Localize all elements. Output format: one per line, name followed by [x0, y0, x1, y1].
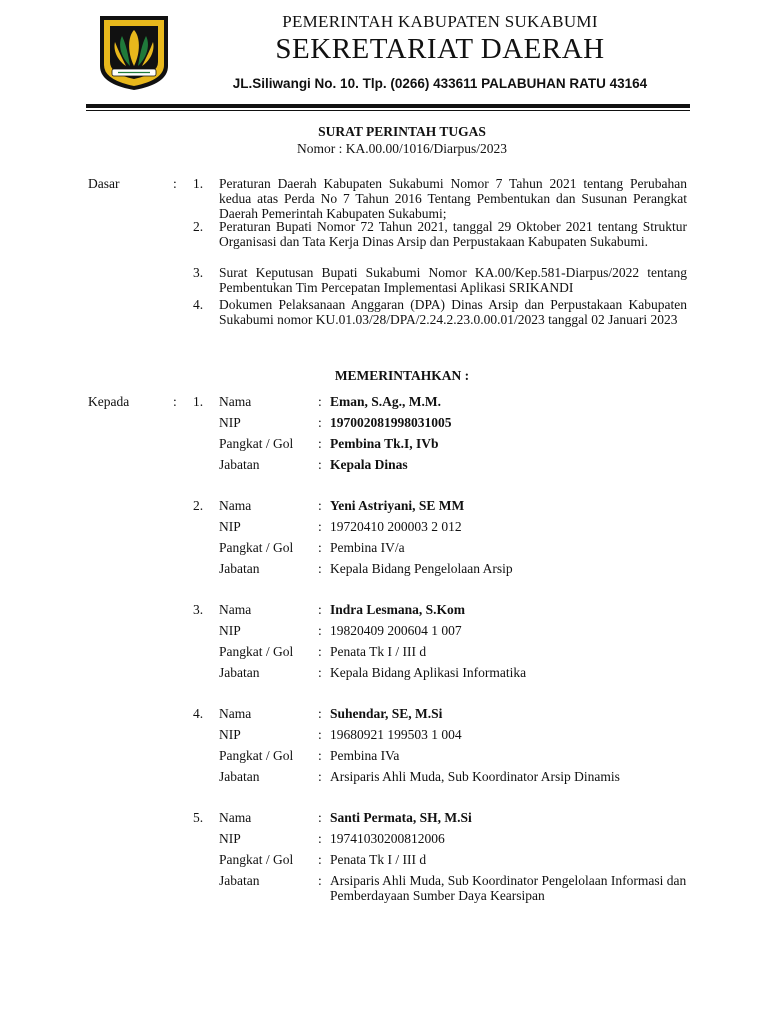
kepada-label: Kepada — [88, 394, 130, 409]
field-label-jabatan: Jabatan — [219, 769, 260, 784]
field-colon: : — [318, 561, 322, 576]
field-label-pangkat: Pangkat / Gol — [219, 852, 294, 867]
person-position: Kepala Dinas — [330, 457, 408, 472]
person-number: 5. — [193, 810, 204, 825]
field-colon: : — [318, 540, 322, 555]
person-rank: Pembina IV/a — [330, 540, 405, 555]
field-colon: : — [318, 873, 322, 888]
field-label-nip: NIP — [219, 415, 241, 430]
field-label-pangkat: Pangkat / Gol — [219, 644, 294, 659]
dasar-colon: : — [173, 176, 177, 191]
field-colon: : — [318, 831, 322, 846]
person-position: Arsiparis Ahli Muda, Sub Koordinator Pengelolaan Informasi dan Pemberdayaan Sumber Daya Kearsipan — [330, 873, 687, 903]
person-name: Santi Permata, SH, M.Si — [330, 810, 472, 825]
person-rank: Penata Tk I / III d — [330, 852, 427, 867]
field-label-pangkat: Pangkat / Gol — [219, 540, 294, 555]
document-title: SURAT PERINTAH TUGAS — [318, 124, 486, 139]
person-rank: Pembina Tk.I, IVb — [330, 436, 439, 451]
field-label-nip: NIP — [219, 623, 241, 638]
person-position: Kepala Bidang Aplikasi Informatika — [330, 665, 527, 680]
field-colon: : — [318, 436, 322, 451]
field-label-nip: NIP — [219, 519, 241, 534]
field-label-jabatan: Jabatan — [219, 561, 260, 576]
person-name: Eman, S.Ag., M.M. — [330, 394, 441, 409]
person-name: Indra Lesmana, S.Kom — [330, 602, 466, 617]
person-nip: 19680921 199503 1 004 — [330, 727, 462, 742]
field-label-nip: NIP — [219, 831, 241, 846]
field-colon: : — [318, 498, 322, 513]
person-number: 3. — [193, 602, 204, 617]
office-address: JL.Siliwangi No. 10. Tlp. (0266) 433611 PALABUHAN RATU 43164 — [232, 76, 648, 91]
field-colon: : — [318, 852, 322, 867]
dasar-item-number: 3. — [193, 265, 204, 280]
dasar-item-number: 2. — [193, 219, 204, 234]
document-number: Nomor : KA.00.00/1016/Diarpus/2023 — [297, 141, 507, 156]
person-position: Kepala Bidang Pengelolaan Arsip — [330, 561, 513, 576]
field-colon: : — [318, 727, 322, 742]
field-label-jabatan: Jabatan — [219, 457, 260, 472]
field-colon: : — [318, 519, 322, 534]
person-name: Yeni Astriyani, SE MM — [330, 498, 465, 513]
field-label-nama: Nama — [219, 498, 252, 513]
field-label-nama: Nama — [219, 706, 252, 721]
field-label-nip: NIP — [219, 727, 241, 742]
field-label-jabatan: Jabatan — [219, 665, 260, 680]
person-nip: 19720410 200003 2 012 — [330, 519, 462, 534]
person-position: Arsiparis Ahli Muda, Sub Koordinator Arsip Dinamis — [330, 769, 620, 784]
field-colon: : — [318, 665, 322, 680]
person-nip: 19820409 200604 1 007 — [330, 623, 462, 638]
field-colon: : — [318, 602, 322, 617]
person-number: 2. — [193, 498, 204, 513]
dasar-item-number: 4. — [193, 297, 204, 312]
field-colon: : — [318, 623, 322, 638]
order-heading: MEMERINTAHKAN : — [334, 368, 470, 383]
letterhead-divider-thick — [86, 104, 690, 108]
field-label-nama: Nama — [219, 394, 252, 409]
dasar-item-text: Peraturan Bupati Nomor 72 Tahun 2021, tanggal 29 Oktober 2021 tentang Struktur Organisasi dan Tata Kerja Dinas Arsip dan Perpustakaan Kabupaten Sukabumi. — [219, 219, 687, 249]
field-colon: : — [318, 457, 322, 472]
person-rank: Pembina IVa — [330, 748, 400, 763]
field-colon: : — [318, 810, 322, 825]
dasar-item-text: Dokumen Pelaksanaan Anggaran (DPA) Dinas Arsip dan Perpustakaan Kabupaten Sukabumi nomor KU.01.03/28/DPA/2.24.2.23.0.00.01/2023 tanggal 02 Januari 2023 — [219, 297, 687, 327]
field-label-pangkat: Pangkat / Gol — [219, 436, 294, 451]
person-rank: Penata Tk I / III d — [330, 644, 427, 659]
field-label-pangkat: Pangkat / Gol — [219, 748, 294, 763]
dasar-item-text: Peraturan Daerah Kabupaten Sukabumi Nomor 7 Tahun 2021 tentang Perubahan kedua atas Perda No 7 Tahun 2016 Tentang Pembentukan dan Susunan Perangkat Daerah Pemerintah Kabupaten Sukabumi; — [219, 176, 687, 221]
sukabumi-regency-emblem-icon — [98, 14, 170, 92]
person-nip: 19741030200812006 — [330, 831, 445, 846]
field-colon: : — [318, 706, 322, 721]
field-label-nama: Nama — [219, 810, 252, 825]
field-colon: : — [318, 769, 322, 784]
field-colon: : — [318, 748, 322, 763]
kepada-colon: : — [173, 394, 177, 409]
person-name: Suhendar, SE, M.Si — [330, 706, 443, 721]
government-name: PEMERINTAH KABUPATEN SUKABUMI — [282, 12, 598, 31]
field-label-nama: Nama — [219, 602, 252, 617]
person-number: 4. — [193, 706, 204, 721]
field-colon: : — [318, 415, 322, 430]
person-nip: 197002081998031005 — [330, 415, 452, 430]
field-label-jabatan: Jabatan — [219, 873, 260, 888]
letterhead-divider-thin — [86, 110, 690, 111]
person-number: 1. — [193, 394, 204, 409]
office-name: SEKRETARIAT DAERAH — [275, 33, 605, 65]
field-colon: : — [318, 394, 322, 409]
dasar-item-text: Surat Keputusan Bupati Sukabumi Nomor KA.00/Kep.581-Diarpus/2022 tentang Pembentukan Tim Percepatan Implementasi Aplikasi SRIKANDI — [219, 265, 687, 295]
field-colon: : — [318, 644, 322, 659]
dasar-label: Dasar — [88, 176, 120, 191]
dasar-item-number: 1. — [193, 176, 204, 191]
